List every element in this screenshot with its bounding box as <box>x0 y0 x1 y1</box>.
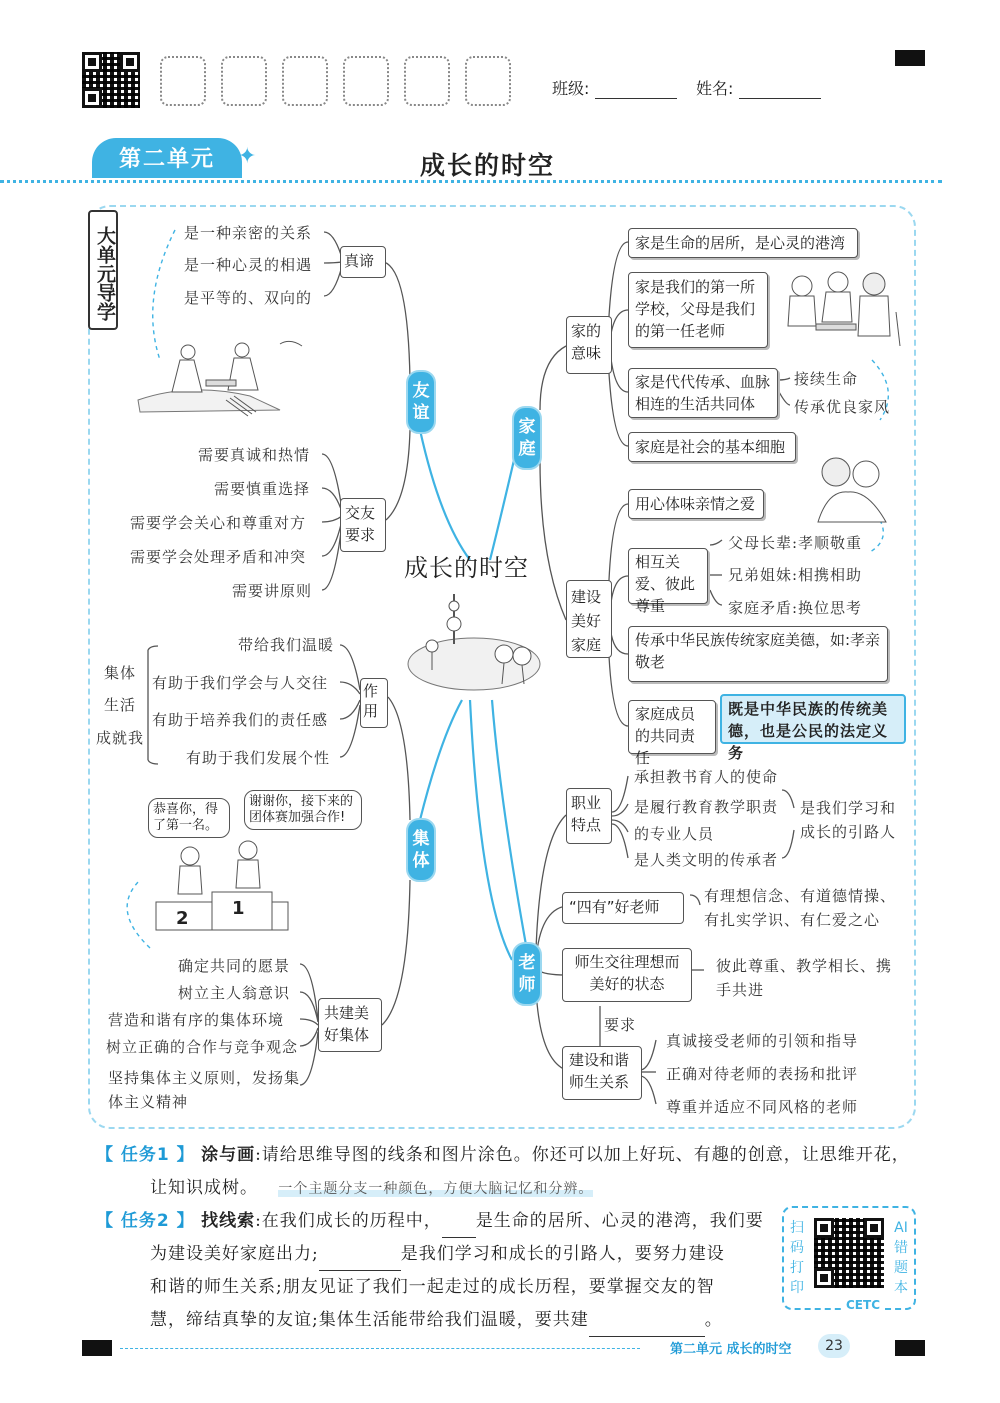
family-inherit-item: 传承优良家风 <box>794 398 891 416</box>
family-meaning-item: 家是我们的第一所学校，父母是我们的第一任老师 <box>628 272 768 348</box>
scan-right-text: AI 错 题 本 <box>894 1220 908 1296</box>
task2-text: 是我们学习和成长的引路人，要努力建设 <box>400 1244 725 1264</box>
teacher-ideal-note: 彼此尊重、教学相长、携手共进 <box>716 957 893 999</box>
branch-group[interactable]: 集体 <box>406 818 436 882</box>
podium-first: 1 <box>232 898 245 919</box>
friend-req-item: 需要真诚和热情 <box>198 446 311 464</box>
task1-text: :请给思维导图的线条和图片涂色。你还可以加上好玩、有趣的创意，让思维开花， <box>255 1145 910 1165</box>
task1-text2: 让知识成树。 <box>150 1178 258 1198</box>
task2-tag: 【 任务2 】 <box>96 1211 195 1231</box>
group-role-item: 带给我们温暖 <box>238 636 335 654</box>
family-duty-node: 家庭成员的共同责任 <box>628 700 716 754</box>
family-build-item: 传承中华民族传统家庭美德，如:孝亲敬老 <box>628 626 888 682</box>
task2-text: 慧，缔结真挚的友谊;集体生活能带给我们温暖，要共建 <box>150 1310 589 1330</box>
page-title: 成长的时空 <box>420 151 556 180</box>
group-build-item: 坚持集体主义原则，发扬集体主义精神 <box>108 1069 301 1111</box>
class-label: 班级: <box>552 79 590 98</box>
teacher-build-item: 真诚接受老师的引领和指导 <box>666 1032 859 1050</box>
family-build-item: 用心体味亲情之爱 <box>628 489 764 519</box>
group-build-node: 共建美好集体 <box>318 998 382 1052</box>
footer-line <box>120 1348 640 1349</box>
teacher-job-item: 是人类文明的传承者 <box>634 851 779 869</box>
teacher-job-item: 是履行教育教学职责的专业人员 <box>634 798 779 843</box>
group-build-item: 树立正确的合作与竞争观念 <box>106 1038 299 1056</box>
podium-second: 2 <box>176 908 189 929</box>
group-role-item: 有助于培养我们的责任感 <box>152 711 329 729</box>
friend-req-item: 需要学会关心和尊重对方 <box>130 514 307 532</box>
page-number: 23 <box>818 1334 850 1358</box>
answer-blank-2[interactable] <box>319 1246 401 1271</box>
task1-title: 涂与画 <box>201 1145 256 1165</box>
family-hug-illustration <box>808 448 894 524</box>
corner-mark <box>895 1340 925 1356</box>
speech-bubble-right: 谢谢你，接下来的团体赛加强合作! <box>244 790 362 830</box>
teacher-four-note: 有理想信念、有道德情操、有扎实学识、有仁爱之心 <box>704 887 897 929</box>
teacher-job-node: 职业特点 <box>566 788 612 844</box>
friends-illustration <box>130 330 310 418</box>
friend-req-node: 交友要求 <box>340 498 386 552</box>
task2-text: 为建设美好家庭出力; <box>150 1244 319 1264</box>
teacher-build-item: 正确对待老师的表扬和批评 <box>666 1065 859 1083</box>
family-build-node: 建设美好家庭 <box>566 580 612 658</box>
star-icon: ✦ <box>238 144 257 169</box>
teacher-job-item: 承担教书育人的使命 <box>634 768 779 786</box>
family-meaning-item: 家庭是社会的基本细胞 <box>628 432 796 462</box>
branch-teacher[interactable]: 老师 <box>512 942 542 1006</box>
group-role-side: 集体 <box>104 664 137 682</box>
group-build-item: 营造和谐有序的集体环境 <box>108 1011 285 1029</box>
friend-essence-item: 是一种亲密的关系 <box>184 224 313 242</box>
unit-badge-text: 第二单元 <box>118 147 215 172</box>
branch-friend[interactable]: 友谊 <box>406 370 436 434</box>
speech-bubble-left: 恭喜你，得了第一名。 <box>148 798 230 838</box>
side-label: 大单元导学 <box>88 210 118 330</box>
family-meaning-item: 家是代代传承、血脉相连的生活共同体 <box>628 368 778 418</box>
teacher-build-item: 尊重并适应不同风格的老师 <box>666 1098 859 1116</box>
friend-req-item: 需要学会处理矛盾和冲突 <box>130 548 307 566</box>
group-build-item: 树立主人翁意识 <box>178 984 291 1002</box>
teacher-job-note: 是我们学习和成长的引路人 <box>800 799 897 841</box>
scan-brand: CETC <box>846 1298 880 1312</box>
corner-mark <box>82 1340 112 1356</box>
answer-blank-1[interactable] <box>442 1213 476 1238</box>
group-role-node: 作用 <box>360 678 388 728</box>
family-duty-note: 既是中华民族的传统美德，也是公民的法定义务 <box>720 694 906 744</box>
family-inherit-item: 接续生命 <box>794 370 859 388</box>
friend-essence-item: 是平等的、双向的 <box>184 289 313 307</box>
name-label: 姓名: <box>696 79 734 98</box>
center-illustration <box>404 584 544 694</box>
teacher-require: 要求 <box>604 1016 637 1034</box>
group-build-item: 确定共同的愿景 <box>178 957 291 975</box>
task2-text: 。 <box>704 1310 723 1330</box>
family-respect-item: 父母长辈:孝顺敬重 <box>728 534 863 552</box>
task2-title: 找线索 <box>201 1211 256 1231</box>
task1-tag: 【 任务1 】 <box>96 1145 195 1165</box>
family-meaning-item: 家是生命的居所，是心灵的港湾 <box>628 228 858 258</box>
scan-qr-code[interactable] <box>814 1218 884 1288</box>
task-2 <box>96 1205 776 1337</box>
teacher-four-node: “四有”好老师 <box>562 892 684 924</box>
family-elders-illustration <box>776 262 902 348</box>
friend-essence-node: 真谛 <box>340 246 386 278</box>
branch-family[interactable]: 家庭 <box>512 406 542 470</box>
scan-box[interactable] <box>782 1206 916 1310</box>
teacher-ideal-node: 师生交往理想而美好的状态 <box>562 948 692 1002</box>
group-role-item: 有助于我们发展个性 <box>186 749 331 767</box>
group-role-side: 成就我 <box>96 729 145 747</box>
center-title: 成长的时空 <box>404 554 529 582</box>
scan-left-text: 扫 码 打 印 <box>790 1220 804 1296</box>
footer-text: 第二单元 成长的时空 <box>670 1342 792 1357</box>
family-meaning-node: 家的意味 <box>566 316 612 374</box>
group-role-item: 有助于我们学会与人交往 <box>152 674 329 692</box>
family-respect-node: 相互关爱、彼此尊重 <box>628 548 708 604</box>
teacher-build-node: 建设和谐师生关系 <box>562 1046 642 1100</box>
friend-req-item: 需要讲原则 <box>232 582 313 600</box>
answer-blank-3[interactable] <box>589 1312 705 1337</box>
task2-text: 和谐的师生关系;朋友见证了我们一起走过的成长历程，要掌握交友的智 <box>150 1277 715 1297</box>
friend-essence-item: 是一种心灵的相遇 <box>184 256 313 274</box>
task2-text: 是生命的居所、心灵的港湾，我们要 <box>475 1211 764 1231</box>
task2-text: :在我们成长的历程中， <box>255 1211 442 1231</box>
task1-hint: 一个主题分支一种颜色，方便大脑记忆和分辨。 <box>278 1181 594 1197</box>
task-1 <box>96 1139 926 1206</box>
podium-illustration <box>150 836 290 932</box>
family-respect-item: 兄弟姐妹:相携相助 <box>728 566 863 584</box>
group-role-side: 生活 <box>104 696 137 714</box>
family-respect-item: 家庭矛盾:换位思考 <box>728 599 863 617</box>
friend-req-item: 需要慎重选择 <box>214 480 311 498</box>
